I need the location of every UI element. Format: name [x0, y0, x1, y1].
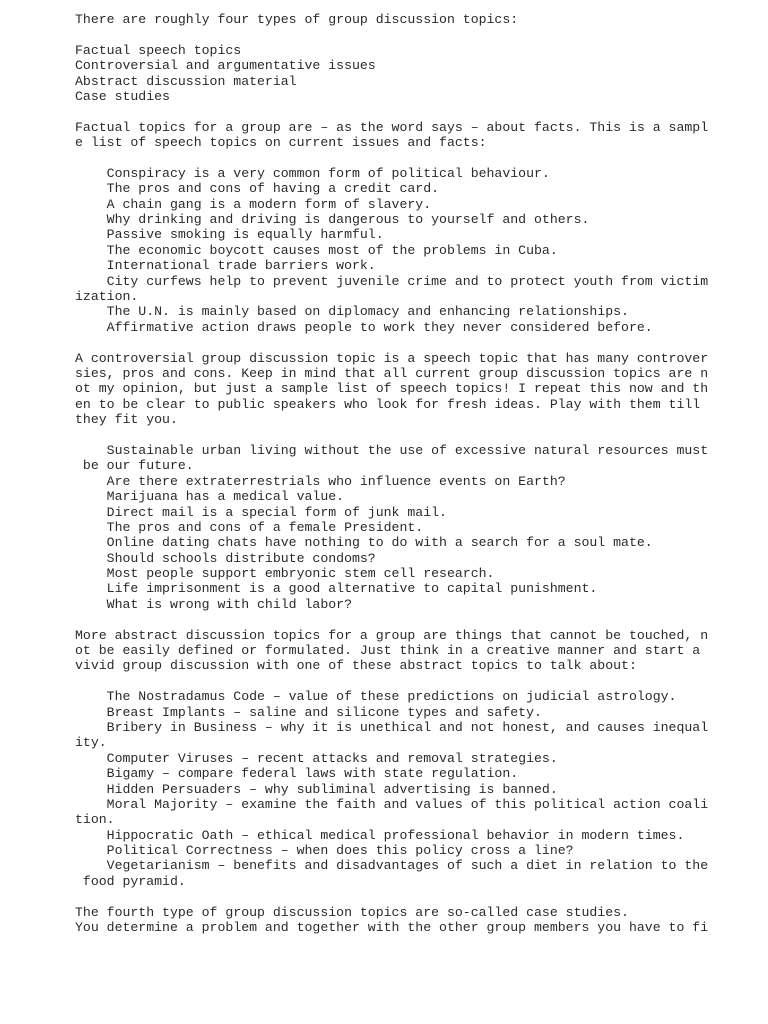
text-line: Moral Majority – examine the faith and values of this political action coali — [75, 796, 709, 812]
text-line: Online dating chats have nothing to do with a search for a soul mate. — [75, 535, 653, 551]
text-line: The U.N. is mainly based on diplomacy and enhancing relationships. — [75, 304, 629, 320]
text-line: The fourth type of group discussion topics are so-called case studies. — [75, 904, 629, 920]
blank-line — [75, 612, 675, 627]
text-line: Hippocratic Oath – ethical medical professional behavior in modern times. — [75, 827, 685, 843]
text-line: Sustainable urban living without the use of excessive natural resources must — [75, 442, 709, 458]
blank-line — [75, 674, 675, 689]
text-line: vivid group discussion with one of these abstract topics to talk about: — [75, 658, 637, 674]
text-line: they fit you. — [75, 412, 178, 428]
text-line: Should schools distribute condoms? — [75, 550, 376, 566]
text-line: You determine a problem and together with the other group members you have to fi — [75, 920, 709, 936]
text-line: Affirmative action draws people to work they never considered before. — [75, 319, 653, 335]
text-line: Life imprisonment is a good alternative to capital punishment. — [75, 581, 598, 597]
text-line: be our future. — [75, 458, 194, 474]
text-line: Controversial and argumentative issues — [75, 58, 376, 74]
text-line: Abstract discussion material — [75, 73, 297, 89]
text-line: International trade barriers work. — [75, 258, 376, 274]
text-line: Factual topics for a group are – as the word says – about facts. This is a sampl — [75, 119, 709, 135]
text-line: Marijuana has a medical value. — [75, 489, 345, 505]
text-line: Hidden Persuaders – why subliminal advertising is banned. — [75, 781, 558, 797]
blank-line — [75, 151, 675, 166]
text-line: Factual speech topics — [75, 42, 242, 58]
text-line: A controversial group discussion topic is a speech topic that has many controver — [75, 350, 709, 366]
text-line: The economic boycott causes most of the problems in Cuba. — [75, 242, 558, 258]
text-line: Vegetarianism – benefits and disadvantages of such a diet in relation to the — [75, 858, 709, 874]
text-line: Why drinking and driving is dangerous to yourself and others. — [75, 212, 590, 228]
blank-line — [75, 428, 675, 443]
text-line: ot be easily defined or formulated. Just think in a creative manner and start a — [75, 643, 701, 659]
text-line: e list of speech topics on current issues and facts: — [75, 135, 487, 151]
text-line: Direct mail is a special form of junk mail. — [75, 504, 447, 520]
text-line: A chain gang is a modern form of slavery. — [75, 196, 432, 212]
text-line: Conspiracy is a very common form of political behaviour. — [75, 165, 550, 181]
text-line: Bribery in Business – why it is unethical and not honest, and causes inequal — [75, 719, 709, 735]
blank-line — [75, 335, 675, 350]
text-line: Passive smoking is equally harmful. — [75, 227, 384, 243]
blank-line — [75, 104, 675, 119]
text-line: The pros and cons of a female President. — [75, 519, 424, 535]
text-line: More abstract discussion topics for a group are things that cannot be touched, n — [75, 627, 709, 643]
text-line: tion. — [75, 812, 115, 828]
text-line: ot my opinion, but just a sample list of speech topics! I repeat this now and th — [75, 381, 709, 397]
text-line: Breast Implants – saline and silicone types and safety. — [75, 704, 542, 720]
text-line: ity. — [75, 735, 107, 751]
text-line: Computer Viruses – recent attacks and removal strategies. — [75, 750, 558, 766]
blank-line — [75, 27, 675, 42]
text-line: en to be clear to public speakers who look for fresh ideas. Play with them till — [75, 396, 701, 412]
text-line: City curfews help to prevent juvenile crime and to protect youth from victim — [75, 273, 709, 289]
blank-line — [75, 889, 675, 904]
text-line: Most people support embryonic stem cell research. — [75, 566, 495, 582]
text-line: What is wrong with child labor? — [75, 596, 352, 612]
text-line: Are there extraterrestrials who influence events on Earth? — [75, 473, 566, 489]
text-line: The Nostradamus Code – value of these predictions on judicial astrology. — [75, 689, 677, 705]
text-line: ization. — [75, 289, 139, 305]
text-line: food pyramid. — [75, 873, 186, 889]
document-text — [75, 12, 709, 936]
text-line: The pros and cons of having a credit card. — [75, 181, 440, 197]
text-line: Case studies — [75, 88, 170, 104]
text-line: Political Correctness – when does this policy cross a line? — [75, 843, 574, 859]
text-line: sies, pros and cons. Keep in mind that all current group discussion topics are n — [75, 365, 709, 381]
text-line: Bigamy – compare federal laws with state regulation. — [75, 766, 519, 782]
text-line: There are roughly four types of group discussion topics: — [75, 12, 519, 27]
